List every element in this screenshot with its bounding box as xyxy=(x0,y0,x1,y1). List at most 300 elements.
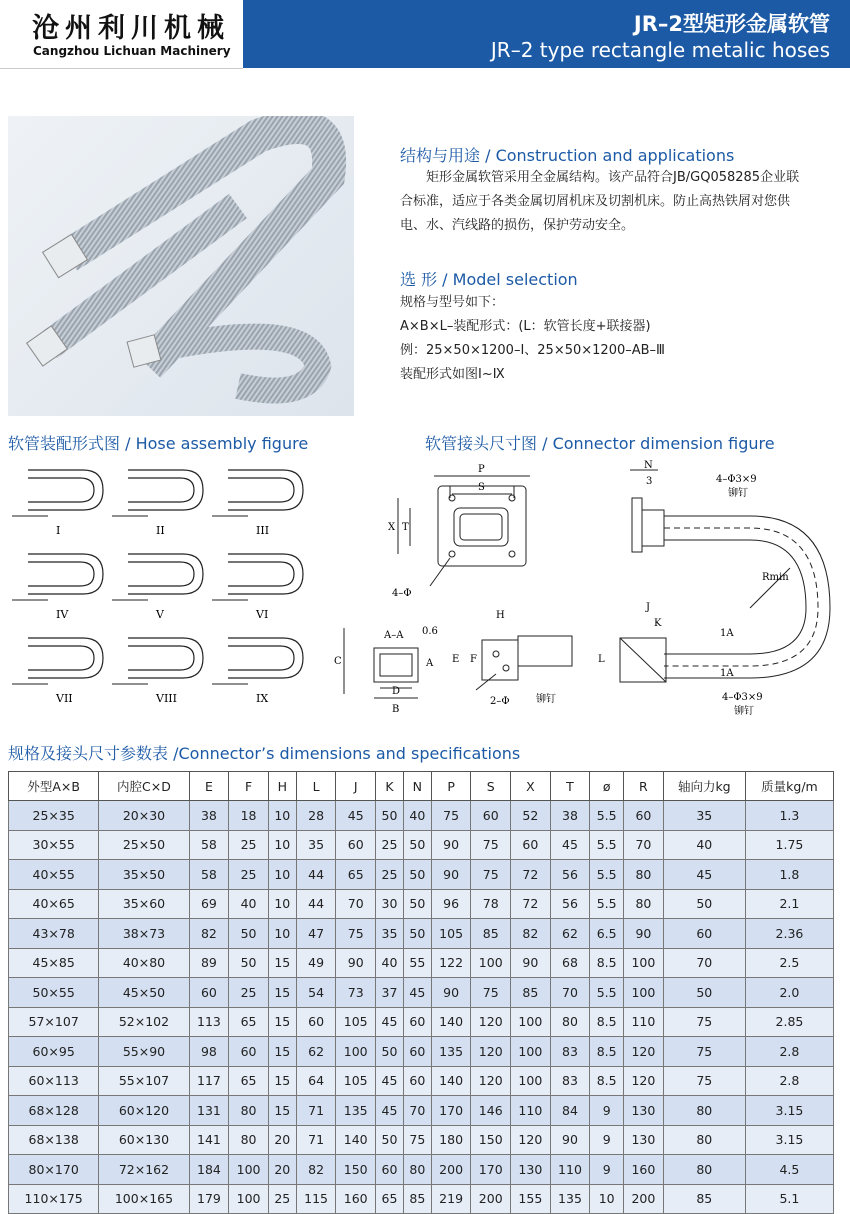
table-cell: 38×73 xyxy=(99,919,189,949)
table-cell: 60 xyxy=(189,978,229,1008)
table-cell: 57×107 xyxy=(9,1007,99,1037)
table-cell: 72 xyxy=(511,889,551,919)
table-cell: 80 xyxy=(624,889,664,919)
table-cell: 28 xyxy=(296,801,336,831)
table-cell: 100 xyxy=(336,1037,376,1067)
table-cell: 40×65 xyxy=(9,889,99,919)
table-cell: 83 xyxy=(550,1037,590,1067)
table-cell: 2.5 xyxy=(745,948,833,978)
rivet-top-label: 铆钉 xyxy=(728,488,748,499)
table-cell: 45×50 xyxy=(99,978,189,1008)
column-header: 外型A×B xyxy=(9,772,99,801)
table-cell: 75 xyxy=(471,860,511,890)
table-cell: 120 xyxy=(471,1037,511,1067)
table-cell: 80 xyxy=(663,1096,745,1126)
column-header: P xyxy=(431,772,471,801)
table-cell: 50 xyxy=(376,1125,404,1155)
table-cell: 90 xyxy=(550,1125,590,1155)
table-cell: 30×55 xyxy=(9,830,99,860)
dim-f-label: F xyxy=(470,654,477,665)
table-cell: 40 xyxy=(229,889,269,919)
table-cell: 73 xyxy=(336,978,376,1008)
table-cell: 120 xyxy=(624,1066,664,1096)
construction-line: 矩形金属软管采用全金属结构。该产品符合JB/GQ058285企业联 xyxy=(426,170,800,185)
table-cell: 60 xyxy=(376,1155,404,1185)
table-cell: 150 xyxy=(336,1155,376,1185)
table-cell: 3.15 xyxy=(745,1096,833,1126)
dim-x-label: X xyxy=(388,522,396,533)
table-cell: 40 xyxy=(376,948,404,978)
table-cell: 45 xyxy=(376,1096,404,1126)
table-cell: 180 xyxy=(431,1125,471,1155)
table-cell: 75 xyxy=(336,919,376,949)
selection-line: 例：25×50×1200–Ⅰ、25×50×1200–AB–Ⅲ xyxy=(400,343,666,358)
dim-h-label: H xyxy=(496,610,505,621)
bolt-top-label: 4–Φ3×9 xyxy=(716,474,757,485)
table-cell: 170 xyxy=(431,1096,471,1126)
table-cell: 50 xyxy=(229,919,269,949)
assembly-form xyxy=(112,554,203,621)
table-cell: 135 xyxy=(431,1037,471,1067)
table-cell: 44 xyxy=(296,889,336,919)
table-row xyxy=(9,978,834,1008)
table-cell: 135 xyxy=(336,1096,376,1126)
column-header: 内腔C×D xyxy=(99,772,189,801)
dim-d-label: D xyxy=(392,686,401,697)
table-cell: 113 xyxy=(189,1007,229,1037)
assembly-form xyxy=(12,554,103,621)
table-cell: 2.8 xyxy=(745,1037,833,1067)
table-cell: 9 xyxy=(590,1096,624,1126)
table-cell: 200 xyxy=(431,1155,471,1185)
construction-title: 结构与用途 / Construction and applications xyxy=(400,146,735,165)
table-cell: 25 xyxy=(376,830,404,860)
table-cell: 1.75 xyxy=(745,830,833,860)
table-row xyxy=(9,1037,834,1067)
dim-hole-label: 4–Φ xyxy=(392,588,412,599)
column-header: J xyxy=(336,772,376,801)
table-cell: 75 xyxy=(471,978,511,1008)
dim-n-label: N xyxy=(644,460,653,471)
table-cell: 60 xyxy=(403,1007,431,1037)
table-cell: 60 xyxy=(296,1007,336,1037)
assembly-figure-title: 软管装配形式图 / Hose assembly figure xyxy=(8,434,309,453)
assembly-form-label: IV xyxy=(56,608,69,621)
table-cell: 82 xyxy=(296,1155,336,1185)
column-header: E xyxy=(189,772,229,801)
company-name-en: Cangzhou Lichuan Machinery xyxy=(33,44,231,58)
table-cell: 8.5 xyxy=(590,1037,624,1067)
table-cell: 71 xyxy=(296,1096,336,1126)
table-cell: 105 xyxy=(431,919,471,949)
dim-l-label: L xyxy=(598,654,605,665)
table-cell: 68×138 xyxy=(9,1125,99,1155)
construction-line: 电、水、汽线路的损伤，保护劳动安全。 xyxy=(400,218,635,233)
table-cell: 70 xyxy=(403,1096,431,1126)
table-cell: 10 xyxy=(268,801,296,831)
table-cell: 25 xyxy=(229,978,269,1008)
table-cell: 71 xyxy=(296,1125,336,1155)
table-cell: 130 xyxy=(624,1096,664,1126)
table-cell: 200 xyxy=(471,1184,511,1214)
table-cell: 56 xyxy=(550,860,590,890)
table-cell: 60 xyxy=(511,830,551,860)
product-header xyxy=(243,0,850,68)
table-row xyxy=(9,1007,834,1037)
table-cell: 110×175 xyxy=(9,1184,99,1214)
assembly-form-label: VI xyxy=(256,608,269,621)
table-cell: 50 xyxy=(403,919,431,949)
assembly-form-label: VIII xyxy=(156,692,177,705)
table-cell: 47 xyxy=(296,919,336,949)
assembly-form-label: VII xyxy=(56,692,73,705)
table-cell: 60 xyxy=(471,801,511,831)
table-cell: 55 xyxy=(403,948,431,978)
table-cell: 30 xyxy=(376,889,404,919)
dim-e-label: E xyxy=(452,654,460,665)
section-aa-label: A–A xyxy=(384,630,404,641)
table-cell: 62 xyxy=(296,1037,336,1067)
column-header: X xyxy=(511,772,551,801)
bolt-bottom-label: 4–Φ3×9 xyxy=(722,692,763,703)
table-cell: 9 xyxy=(590,1125,624,1155)
table-cell: 150 xyxy=(471,1125,511,1155)
table-cell: 25 xyxy=(229,830,269,860)
table-cell: 83 xyxy=(550,1066,590,1096)
column-header: N xyxy=(403,772,431,801)
table-cell: 110 xyxy=(511,1096,551,1126)
table-cell: 140 xyxy=(431,1066,471,1096)
dim-c-label: C xyxy=(334,656,342,667)
table-cell: 15 xyxy=(268,978,296,1008)
table-cell: 78 xyxy=(471,889,511,919)
table-cell: 45×85 xyxy=(9,948,99,978)
table-cell: 20×30 xyxy=(99,801,189,831)
table-cell: 75 xyxy=(663,1066,745,1096)
table-row xyxy=(9,860,834,890)
table-cell: 60×120 xyxy=(99,1096,189,1126)
dim-k-label: K xyxy=(654,618,662,629)
table-cell: 43×78 xyxy=(9,919,99,949)
table-cell: 70 xyxy=(550,978,590,1008)
column-header: T xyxy=(550,772,590,801)
table-cell: 100×165 xyxy=(99,1184,189,1214)
table-cell: 90 xyxy=(624,919,664,949)
table-cell: 120 xyxy=(471,1007,511,1037)
table-cell: 80 xyxy=(624,860,664,890)
table-cell: 60 xyxy=(229,1037,269,1067)
table-cell: 1.3 xyxy=(745,801,833,831)
table-cell: 2.36 xyxy=(745,919,833,949)
table-cell: 72×162 xyxy=(99,1155,189,1185)
table-cell: 130 xyxy=(624,1125,664,1155)
dim-06-label: 0.6 xyxy=(422,626,438,637)
table-cell: 96 xyxy=(431,889,471,919)
product-photo xyxy=(8,116,354,416)
table-cell: 100 xyxy=(471,948,511,978)
table-cell: 15 xyxy=(268,948,296,978)
table-cell: 100 xyxy=(229,1184,269,1214)
table-cell: 45 xyxy=(376,1007,404,1037)
product-title-cn: JR–2型矩形金属软管 xyxy=(633,12,830,36)
table-cell: 20 xyxy=(268,1125,296,1155)
table-cell: 90 xyxy=(431,830,471,860)
table-cell: 55×90 xyxy=(99,1037,189,1067)
table-cell: 50 xyxy=(663,889,745,919)
table-cell: 38 xyxy=(550,801,590,831)
table-cell: 58 xyxy=(189,830,229,860)
assembly-form xyxy=(212,554,303,621)
table-cell: 5.5 xyxy=(590,889,624,919)
table-row xyxy=(9,1184,834,1214)
table-cell: 80 xyxy=(663,1125,745,1155)
table-cell: 44 xyxy=(296,860,336,890)
table-cell: 25×50 xyxy=(99,830,189,860)
table-cell: 60 xyxy=(403,1066,431,1096)
table-cell: 75 xyxy=(663,1037,745,1067)
table-cell: 60×130 xyxy=(99,1125,189,1155)
table-cell: 105 xyxy=(336,1066,376,1096)
table-cell: 160 xyxy=(336,1184,376,1214)
table-cell: 184 xyxy=(189,1155,229,1185)
table-cell: 155 xyxy=(511,1184,551,1214)
table-cell: 35 xyxy=(296,830,336,860)
table-cell: 75 xyxy=(403,1125,431,1155)
table-cell: 84 xyxy=(550,1096,590,1126)
table-row xyxy=(9,889,834,919)
table-row xyxy=(9,1066,834,1096)
dim-b-label: B xyxy=(392,704,400,715)
selection-line: A×B×L–装配形式：(L：软管长度+联接器) xyxy=(400,319,651,334)
table-cell: 131 xyxy=(189,1096,229,1126)
table-cell: 146 xyxy=(471,1096,511,1126)
assembly-form-label: IX xyxy=(256,692,269,705)
table-cell: 40 xyxy=(663,830,745,860)
table-cell: 5.5 xyxy=(590,830,624,860)
table-row xyxy=(9,1096,834,1126)
table-cell: 130 xyxy=(511,1155,551,1185)
table-cell: 5.1 xyxy=(745,1184,833,1214)
table-cell: 50 xyxy=(376,801,404,831)
table-cell: 72 xyxy=(511,860,551,890)
table-cell: 38 xyxy=(189,801,229,831)
table-cell: 52×102 xyxy=(99,1007,189,1037)
connector-figure xyxy=(330,458,850,720)
table-cell: 45 xyxy=(403,978,431,1008)
table-cell: 100 xyxy=(624,978,664,1008)
table-cell: 10 xyxy=(268,919,296,949)
table-cell: 65 xyxy=(229,1007,269,1037)
dim-p-label: P xyxy=(478,464,485,475)
table-cell: 10 xyxy=(590,1184,624,1214)
table-cell: 69 xyxy=(189,889,229,919)
table-cell: 55×107 xyxy=(99,1066,189,1096)
rivet-bottom-label: 铆钉 xyxy=(734,706,754,717)
table-cell: 50 xyxy=(376,1037,404,1067)
table-cell: 65 xyxy=(336,860,376,890)
table-row xyxy=(9,1125,834,1155)
table-cell: 45 xyxy=(376,1066,404,1096)
table-cell: 3.15 xyxy=(745,1125,833,1155)
table-cell: 120 xyxy=(624,1037,664,1067)
table-cell: 75 xyxy=(471,830,511,860)
column-header: K xyxy=(376,772,404,801)
table-cell: 140 xyxy=(431,1007,471,1037)
table-cell: 110 xyxy=(550,1155,590,1185)
table-cell: 100 xyxy=(511,1066,551,1096)
dim-3-label: 3 xyxy=(646,476,653,487)
column-header: S xyxy=(471,772,511,801)
table-cell: 68 xyxy=(550,948,590,978)
table-cell: 80×170 xyxy=(9,1155,99,1185)
assembly-form-label: I xyxy=(56,524,61,537)
assembly-form-label: II xyxy=(156,524,165,537)
table-cell: 45 xyxy=(663,860,745,890)
table-cell: 75 xyxy=(431,801,471,831)
one-a-label: 1A xyxy=(720,668,734,679)
table-cell: 49 xyxy=(296,948,336,978)
table-cell: 45 xyxy=(550,830,590,860)
table-cell: 60 xyxy=(624,801,664,831)
assembly-form xyxy=(12,638,103,705)
assembly-figure xyxy=(8,458,308,718)
table-cell: 141 xyxy=(189,1125,229,1155)
column-header: 轴向力kg xyxy=(663,772,745,801)
dim-s-label: S xyxy=(478,482,485,493)
table-cell: 35 xyxy=(376,919,404,949)
table-cell: 122 xyxy=(431,948,471,978)
assembly-form-label: V xyxy=(156,608,164,621)
assembly-form xyxy=(212,638,303,705)
table-cell: 60 xyxy=(663,919,745,949)
table-cell: 200 xyxy=(624,1184,664,1214)
table-cell: 70 xyxy=(336,889,376,919)
table-cell: 85 xyxy=(471,919,511,949)
column-header: F xyxy=(229,772,269,801)
table-cell: 82 xyxy=(511,919,551,949)
table-cell: 15 xyxy=(268,1066,296,1096)
one-a-label: 1A xyxy=(720,628,734,639)
table-cell: 5.5 xyxy=(590,860,624,890)
column-header: R xyxy=(624,772,664,801)
table-cell: 25×35 xyxy=(9,801,99,831)
table-cell: 40 xyxy=(403,801,431,831)
table-cell: 20 xyxy=(268,1155,296,1185)
table-cell: 9 xyxy=(590,1155,624,1185)
table-cell: 25 xyxy=(268,1184,296,1214)
table-cell: 1.8 xyxy=(745,860,833,890)
table-cell: 80 xyxy=(403,1155,431,1185)
table-cell: 50 xyxy=(663,978,745,1008)
table-cell: 85 xyxy=(403,1184,431,1214)
table-cell: 219 xyxy=(431,1184,471,1214)
table-cell: 8.5 xyxy=(590,1066,624,1096)
rmin-label: Rmin xyxy=(762,572,789,583)
table-row xyxy=(9,830,834,860)
table-cell: 35×50 xyxy=(99,860,189,890)
assembly-form xyxy=(112,470,203,537)
table-cell: 70 xyxy=(624,830,664,860)
two-hole-label: 2–Φ xyxy=(490,696,510,707)
table-cell: 85 xyxy=(511,978,551,1008)
table-row xyxy=(9,948,834,978)
column-header: 质量kg/m xyxy=(745,772,833,801)
table-cell: 140 xyxy=(336,1125,376,1155)
table-cell: 82 xyxy=(189,919,229,949)
table-cell: 2.85 xyxy=(745,1007,833,1037)
table-cell: 15 xyxy=(268,1096,296,1126)
assembly-form xyxy=(212,470,303,537)
table-cell: 89 xyxy=(189,948,229,978)
table-cell: 90 xyxy=(431,978,471,1008)
table-cell: 80 xyxy=(663,1155,745,1185)
table-cell: 65 xyxy=(229,1066,269,1096)
table-cell: 105 xyxy=(336,1007,376,1037)
table-cell: 10 xyxy=(268,830,296,860)
construction-text xyxy=(400,166,840,238)
table-cell: 60×113 xyxy=(9,1066,99,1096)
table-cell: 100 xyxy=(511,1037,551,1067)
rivet-mid-label: 铆钉 xyxy=(536,694,556,705)
table-cell: 68×128 xyxy=(9,1096,99,1126)
table-row xyxy=(9,919,834,949)
column-header: ø xyxy=(590,772,624,801)
assembly-form-label: III xyxy=(256,524,270,537)
table-cell: 80 xyxy=(550,1007,590,1037)
table-cell: 2.1 xyxy=(745,889,833,919)
table-cell: 160 xyxy=(624,1155,664,1185)
spec-table xyxy=(8,771,834,1214)
table-cell: 80 xyxy=(229,1125,269,1155)
table-cell: 2.8 xyxy=(745,1066,833,1096)
table-cell: 98 xyxy=(189,1037,229,1067)
table-cell: 35×60 xyxy=(99,889,189,919)
table-cell: 85 xyxy=(663,1184,745,1214)
table-cell: 60×95 xyxy=(9,1037,99,1067)
table-cell: 5.5 xyxy=(590,978,624,1008)
table-cell: 10 xyxy=(268,860,296,890)
table-cell: 64 xyxy=(296,1066,336,1096)
table-cell: 50 xyxy=(403,889,431,919)
table-cell: 18 xyxy=(229,801,269,831)
assembly-form xyxy=(12,470,103,537)
selection-title: 选 形 / Model selection xyxy=(400,270,578,289)
table-body xyxy=(9,801,834,1214)
table-cell: 2.0 xyxy=(745,978,833,1008)
table-cell: 50 xyxy=(403,830,431,860)
table-cell: 100 xyxy=(624,948,664,978)
table-cell: 60 xyxy=(336,830,376,860)
product-title-en: JR–2 type rectangle metalic hoses xyxy=(490,38,830,62)
table-cell: 90 xyxy=(336,948,376,978)
table-cell: 25 xyxy=(376,860,404,890)
table-cell: 170 xyxy=(471,1155,511,1185)
table-cell: 50 xyxy=(403,860,431,890)
connector-diagram xyxy=(330,458,850,720)
table-cell: 90 xyxy=(511,948,551,978)
table-cell: 37 xyxy=(376,978,404,1008)
column-header: H xyxy=(268,772,296,801)
table-cell: 50×55 xyxy=(9,978,99,1008)
company-name-cn: 沧州利川机械 xyxy=(32,13,230,44)
table-cell: 54 xyxy=(296,978,336,1008)
dim-a-label: A xyxy=(426,658,434,669)
selection-line: 规格与型号如下： xyxy=(400,295,505,310)
table-cell: 179 xyxy=(189,1184,229,1214)
table-cell: 110 xyxy=(624,1007,664,1037)
table-cell: 58 xyxy=(189,860,229,890)
table-cell: 35 xyxy=(663,801,745,831)
